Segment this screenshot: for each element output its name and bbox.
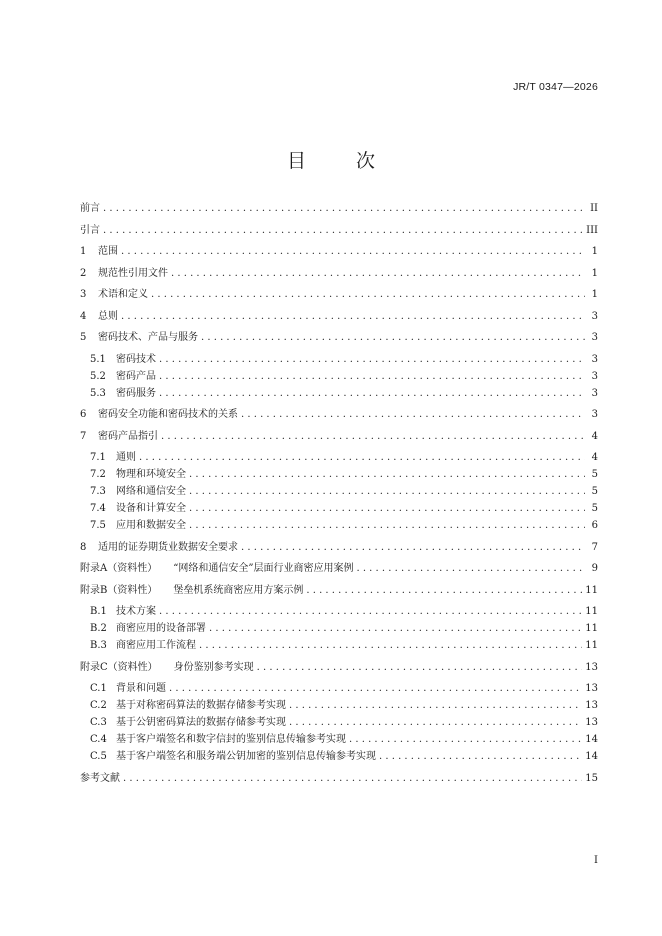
toc-entry-title: 密码技术	[116, 353, 156, 365]
toc-entry-title: 前言	[80, 203, 100, 214]
toc-entry-title: 商密应用工作流程	[116, 640, 196, 651]
toc-entry-annex-b-3[interactable]	[80, 637, 598, 654]
toc-entry-number: 7.4	[90, 503, 106, 514]
toc-entry-page: 7	[591, 541, 598, 553]
toc-entry-number: 7.2	[90, 469, 106, 480]
toc-entry-title: 密码技术、产品与服务	[98, 332, 198, 343]
toc-entry-title: 规范性引用文件	[98, 267, 168, 279]
dot-leader	[289, 714, 582, 731]
toc-entry-number: 5.3	[90, 387, 106, 399]
toc-entry-page: 3	[591, 332, 598, 343]
toc-entry-annex-c-2[interactable]	[80, 697, 598, 714]
toc-entry-page: 13	[585, 661, 598, 673]
toc-entry-annex-b[interactable]	[80, 582, 598, 599]
dot-leader	[161, 428, 585, 445]
toc-entry-title: 技术方案	[116, 606, 156, 617]
dot-leader	[241, 406, 585, 423]
toc-entry-section-8[interactable]	[80, 539, 598, 556]
dot-leader	[121, 243, 585, 260]
toc-entry-section-2[interactable]	[80, 265, 598, 282]
toc-entry-section-7-3[interactable]	[80, 483, 598, 500]
toc-entry-number: 8	[80, 541, 87, 553]
toc-entry-section-4[interactable]	[80, 308, 598, 325]
dot-leader	[189, 500, 585, 517]
dot-leader	[257, 659, 583, 676]
toc-entry-page: 3	[591, 310, 598, 322]
toc-entry-page: 15	[585, 772, 598, 784]
toc-entry-number: 5	[80, 332, 87, 343]
toc-entry-page: 14	[585, 734, 598, 745]
page-title: 目 次	[286, 150, 398, 172]
dot-leader	[123, 770, 582, 787]
toc-entry-title: 术语和定义	[98, 289, 148, 300]
toc-entry-page: 3	[591, 387, 598, 399]
toc-entry-title: 密码服务	[116, 387, 156, 399]
dot-leader	[201, 329, 585, 346]
toc-entry-number: 7	[80, 430, 87, 442]
dot-leader	[189, 483, 585, 500]
dot-leader	[139, 449, 585, 466]
page-number: I	[594, 855, 598, 866]
toc-entry-number: 附录B（资料性）	[80, 584, 158, 596]
dot-leader	[103, 200, 585, 217]
toc-entry-number: B.2	[90, 623, 107, 634]
toc-entry-annex-b-2[interactable]	[80, 620, 598, 637]
toc-entry-number: 1	[80, 246, 87, 257]
toc-entry-title: 设备和计算安全	[116, 503, 186, 514]
toc-entry-page: 1	[591, 267, 598, 279]
dot-leader	[241, 539, 585, 556]
dot-leader	[103, 222, 583, 239]
toc-entry-title: 应用和数据安全	[116, 520, 186, 531]
toc-entry-title: 总则	[98, 310, 118, 322]
toc-entry-page: 11	[585, 640, 598, 651]
toc-entry-page: 5	[591, 503, 598, 514]
toc-entry-title: 物理和环境安全	[116, 469, 186, 480]
toc-entry-bibliography[interactable]	[80, 770, 598, 787]
toc-entry-number: 2	[80, 267, 87, 279]
toc-entry-section-5-3[interactable]	[80, 385, 598, 402]
toc-entry-page: 1	[591, 246, 598, 257]
toc-entry-title: “网络和通信安全”层面行业商密应用案例	[173, 563, 354, 574]
toc-entry-page: III	[586, 224, 598, 236]
dot-leader	[356, 560, 585, 577]
toc-entry-annex-b-1[interactable]	[80, 603, 598, 620]
dot-leader	[159, 351, 585, 368]
toc-entry-number: 5.1	[90, 353, 106, 365]
toc-entry-section-7-1[interactable]	[80, 449, 598, 466]
toc-entry-section-7-2[interactable]	[80, 466, 598, 483]
toc-entry-page: 3	[591, 353, 598, 365]
dot-leader	[189, 517, 585, 534]
dot-leader	[379, 748, 582, 765]
toc-entry-title: 基于对称密码算法的数据存储参考实现	[116, 700, 286, 711]
toc-entry-title: 通则	[116, 452, 136, 463]
toc-entry-number: B.3	[90, 640, 107, 651]
toc-entry-title: 参考文献	[80, 772, 120, 784]
dot-leader	[349, 731, 582, 748]
toc-entry-page: 14	[585, 751, 598, 762]
toc-entry-title: 适用的证券期货业数据安全要求	[98, 541, 238, 553]
toc-entry-title: 范围	[98, 246, 118, 257]
toc-entry-number: C.5	[90, 751, 107, 762]
dot-leader	[159, 603, 582, 620]
dot-leader	[189, 466, 585, 483]
toc-entry-title: 引言	[80, 224, 100, 236]
toc-entry-section-7-4[interactable]	[80, 500, 598, 517]
toc-entry-title: 网络和通信安全	[116, 486, 186, 497]
toc-entry-number: B.1	[90, 606, 107, 617]
toc-entry-number: 3	[80, 289, 87, 300]
dot-leader	[306, 582, 582, 599]
toc-entry-section-7-5[interactable]	[80, 517, 598, 534]
toc-entry-section-3[interactable]	[80, 286, 598, 303]
toc-entry-annex-c-1[interactable]	[80, 680, 598, 697]
toc-entry-introduction[interactable]	[80, 222, 598, 239]
toc-entry-page: 5	[591, 486, 598, 497]
toc-entry-section-5[interactable]	[80, 329, 598, 346]
toc-entry-number: 附录C（资料性）	[80, 661, 158, 673]
toc-entry-number: 4	[80, 310, 87, 322]
toc-entry-page: 3	[591, 409, 598, 420]
toc-entry-annex-c-4[interactable]	[80, 731, 598, 748]
toc-entry-annex-c-3[interactable]	[80, 714, 598, 731]
table-of-contents	[80, 200, 598, 787]
toc-entry-title: 背景和问题	[116, 683, 166, 694]
toc-entry-page: 1	[591, 289, 598, 300]
toc-entry-annex-c[interactable]	[80, 659, 598, 676]
toc-entry-number: C.2	[90, 700, 107, 711]
toc-entry-number: 附录A（资料性）	[80, 563, 158, 574]
toc-entry-page: 11	[585, 606, 598, 617]
toc-entry-number: 7.3	[90, 486, 106, 497]
dot-leader	[199, 637, 582, 654]
toc-entry-page: 3	[591, 370, 598, 382]
toc-entry-title: 基于客户端签名和服务端公钥加密的鉴别信息传输参考实现	[116, 751, 376, 762]
toc-entry-number: 5.2	[90, 370, 106, 382]
toc-entry-annex-a[interactable]	[80, 560, 598, 577]
toc-entry-page: 4	[591, 452, 598, 463]
toc-entry-section-1[interactable]	[80, 243, 598, 260]
dot-leader	[169, 680, 582, 697]
document-code: JR/T 0347—2026	[513, 81, 598, 93]
toc-entry-title: 身份鉴别参考实现	[173, 661, 254, 673]
toc-entry-section-7[interactable]	[80, 428, 598, 445]
toc-entry-page: 11	[585, 623, 598, 634]
toc-entry-foreword[interactable]	[80, 200, 598, 217]
toc-entry-number: C.3	[90, 717, 107, 728]
dot-leader	[171, 265, 585, 282]
toc-entry-section-6[interactable]	[80, 406, 598, 423]
toc-entry-page: 13	[585, 717, 598, 728]
toc-entry-page: 9	[591, 563, 598, 574]
toc-entry-annex-c-5[interactable]	[80, 748, 598, 765]
toc-entry-number: C.4	[90, 734, 107, 745]
dot-leader	[121, 308, 585, 325]
toc-entry-title: 堡垒机系统商密应用方案示例	[173, 584, 304, 596]
toc-entry-title: 密码产品	[116, 370, 156, 382]
toc-entry-title: 基于公钥密码算法的数据存储参考实现	[116, 717, 286, 728]
toc-entry-page: 13	[585, 700, 598, 711]
toc-entry-page: 6	[591, 520, 598, 531]
toc-entry-title: 密码产品指引	[98, 430, 158, 442]
toc-entry-number: C.1	[90, 683, 107, 694]
toc-entry-page: II	[590, 203, 598, 214]
toc-entry-title: 商密应用的设备部署	[116, 623, 206, 634]
toc-entry-number: 6	[80, 409, 87, 420]
toc-entry-section-5-2[interactable]	[80, 368, 598, 385]
toc-entry-number: 7.1	[90, 452, 106, 463]
toc-entry-page: 13	[585, 683, 598, 694]
dot-leader	[289, 697, 582, 714]
dot-leader	[159, 385, 585, 402]
toc-entry-title: 基于客户端签名和数字信封的鉴别信息传输参考实现	[116, 734, 346, 745]
toc-entry-page: 5	[591, 469, 598, 480]
toc-entry-number: 7.5	[90, 520, 106, 531]
toc-entry-page: 11	[585, 584, 598, 596]
dot-leader	[209, 620, 582, 637]
toc-entry-title: 密码安全功能和密码技术的关系	[98, 409, 238, 420]
dot-leader	[151, 286, 585, 303]
dot-leader	[159, 368, 585, 385]
toc-entry-page: 4	[591, 430, 598, 442]
toc-entry-section-5-1[interactable]	[80, 351, 598, 368]
